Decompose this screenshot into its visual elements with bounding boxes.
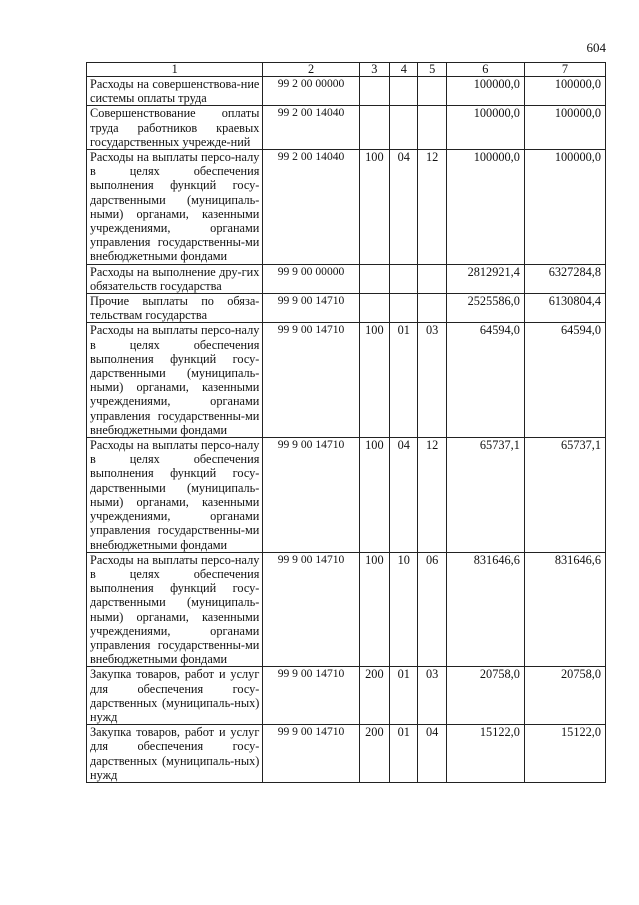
row-v7-cell: 100000,0 [524, 150, 605, 265]
row-name-cell: Расходы на выплаты персо-налу в целях обеспечения выполнения функций госу-дарственными (муниципаль-ными) органами, казенными учреждениями, органами управления государственны-ми внебюджетными фондами [87, 150, 263, 265]
row-v7-cell: 64594,0 [524, 323, 605, 438]
row-c5-cell: 06 [418, 552, 446, 667]
row-code-cell: 99 9 00 14710 [263, 294, 359, 323]
row-name-cell: Расходы на совершенствова-ние системы оплаты труда [87, 77, 263, 106]
row-v7-cell: 20758,0 [524, 667, 605, 725]
row-c3-cell: 100 [359, 438, 389, 553]
row-v6-cell: 100000,0 [446, 106, 524, 150]
table-header-row [87, 63, 606, 77]
row-c4-cell [390, 77, 418, 106]
page-number: 604 [586, 40, 606, 55]
row-c4-cell: 04 [390, 150, 418, 265]
row-v7-cell: 6327284,8 [524, 264, 605, 293]
row-c3-cell: 200 [359, 725, 389, 783]
budget-table [86, 62, 606, 783]
row-c3-cell: 100 [359, 150, 389, 265]
header-cell-6: 6 [446, 63, 524, 77]
row-code-cell: 99 2 00 14040 [263, 150, 359, 265]
row-c4-cell [390, 106, 418, 150]
row-code-cell: 99 9 00 00000 [263, 264, 359, 293]
table-row [87, 106, 606, 150]
row-c5-cell [418, 294, 446, 323]
header-cell-1: 1 [87, 63, 263, 77]
row-c3-cell [359, 77, 389, 106]
row-c5-cell: 12 [418, 438, 446, 553]
row-code-cell: 99 2 00 00000 [263, 77, 359, 106]
row-c3-cell [359, 294, 389, 323]
row-v6-cell: 64594,0 [446, 323, 524, 438]
row-c4-cell: 10 [390, 552, 418, 667]
row-code-cell: 99 9 00 14710 [263, 667, 359, 725]
row-c5-cell [418, 77, 446, 106]
row-v6-cell: 100000,0 [446, 150, 524, 265]
table-row [87, 294, 606, 323]
row-c5-cell: 03 [418, 667, 446, 725]
row-name-cell: Расходы на выплаты персо-налу в целях обеспечения выполнения функций госу-дарственными (муниципаль-ными) органами, казенными учреждениями, органами управления государственны-ми внебюджетными фондами [87, 552, 263, 667]
row-c4-cell: 01 [390, 725, 418, 783]
table-row [87, 667, 606, 725]
row-name-cell: Совершенствование оплаты труда работников краевых государственных учрежде-ний [87, 106, 263, 150]
header-cell-5: 5 [418, 63, 446, 77]
row-c4-cell: 01 [390, 323, 418, 438]
header-cell-2: 2 [263, 63, 359, 77]
row-v7-cell: 100000,0 [524, 106, 605, 150]
table-row [87, 438, 606, 553]
row-v6-cell: 831646,6 [446, 552, 524, 667]
row-v6-cell: 2812921,4 [446, 264, 524, 293]
row-v6-cell: 2525586,0 [446, 294, 524, 323]
row-v6-cell: 100000,0 [446, 77, 524, 106]
row-name-cell: Прочие выплаты по обяза-тельствам государства [87, 294, 263, 323]
row-c4-cell: 04 [390, 438, 418, 553]
row-name-cell: Закупка товаров, работ и услуг для обеспечения госу-дарственных (муниципаль-ных) нужд [87, 667, 263, 725]
row-c3-cell [359, 264, 389, 293]
row-v7-cell: 65737,1 [524, 438, 605, 553]
table-row [87, 150, 606, 265]
table-row [87, 323, 606, 438]
row-c5-cell: 12 [418, 150, 446, 265]
header-cell-7: 7 [524, 63, 605, 77]
table-row [87, 264, 606, 293]
row-c5-cell: 04 [418, 725, 446, 783]
row-v6-cell: 20758,0 [446, 667, 524, 725]
budget-table-body [87, 63, 606, 783]
row-name-cell: Расходы на выполнение дру-гих обязательств государства [87, 264, 263, 293]
row-c3-cell: 200 [359, 667, 389, 725]
row-c3-cell: 100 [359, 552, 389, 667]
row-c5-cell [418, 106, 446, 150]
row-c3-cell [359, 106, 389, 150]
row-name-cell: Закупка товаров, работ и услуг для обеспечения госу-дарственных (муниципаль-ных) нужд [87, 725, 263, 783]
row-v7-cell: 6130804,4 [524, 294, 605, 323]
row-c4-cell [390, 294, 418, 323]
row-c5-cell: 03 [418, 323, 446, 438]
row-v7-cell: 100000,0 [524, 77, 605, 106]
row-c3-cell: 100 [359, 323, 389, 438]
row-c4-cell: 01 [390, 667, 418, 725]
row-code-cell: 99 2 00 14040 [263, 106, 359, 150]
header-cell-4: 4 [390, 63, 418, 77]
row-code-cell: 99 9 00 14710 [263, 725, 359, 783]
row-name-cell: Расходы на выплаты персо-налу в целях обеспечения выполнения функций госу-дарственными (муниципаль-ными) органами, казенными учреждениями, органами управления государственны-ми внебюджетными фондами [87, 438, 263, 553]
table-row [87, 77, 606, 106]
row-name-cell: Расходы на выплаты персо-налу в целях обеспечения выполнения функций госу-дарственными (муниципаль-ными) органами, казенными учреждениями, органами управления государственны-ми внебюджетными фондами [87, 323, 263, 438]
row-code-cell: 99 9 00 14710 [263, 323, 359, 438]
row-code-cell: 99 9 00 14710 [263, 438, 359, 553]
row-c5-cell [418, 264, 446, 293]
row-v6-cell: 65737,1 [446, 438, 524, 553]
row-v7-cell: 15122,0 [524, 725, 605, 783]
row-v7-cell: 831646,6 [524, 552, 605, 667]
table-row [87, 552, 606, 667]
row-v6-cell: 15122,0 [446, 725, 524, 783]
header-cell-3: 3 [359, 63, 389, 77]
row-c4-cell [390, 264, 418, 293]
table-row [87, 725, 606, 783]
row-code-cell: 99 9 00 14710 [263, 552, 359, 667]
